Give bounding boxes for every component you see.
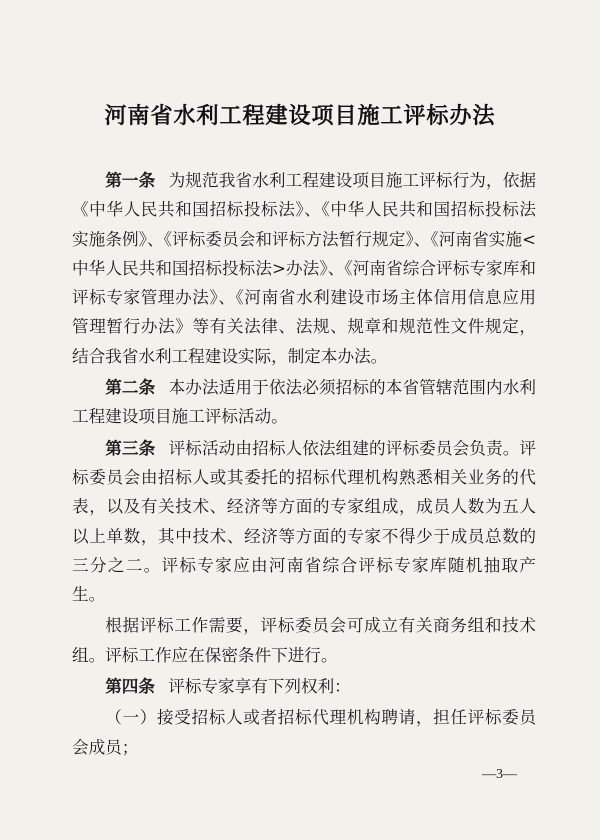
article-4-item-1-text: （一）接受招标人或者招标代理机构聘请，担任评标委员会成员； [72, 708, 536, 757]
article-1-text: 为规范我省水利工程建设项目施工评标行为，依据《中华人民共和国招标投标法》、《中华人民共和国招标投标法实施条例》、《评标委员会和评标方法暂行规定》、《河南省实施<中华人民共和国招标投标法>办法》、《河南省综合评标专家库和评标专家管理办法》、《河南省水利建设市场主体信用信息应用管理暂行办法》等有关法律、法规、规章和规范性文件规定，结合我省水利工程建设实际，制定本办法。 [72, 171, 537, 366]
article-4-item-1-paragraph [72, 703, 536, 762]
article-2-paragraph [72, 373, 536, 432]
article-3-paragraph [72, 434, 536, 610]
article-2-text: 本办法适用于依法必须招标的本省管辖范围内水利工程建设项目施工评标活动。 [72, 378, 537, 427]
article-3-text: 评标活动由招标人依法组建的评标委员会负责。评标委员会由招标人或其委托的招标代理机构熟悉相关业务的代表，以及有关技术、经济等方面的专家组成，成员人数为五人以上单数，其中技术、经济等方面的专家不得少于成员总数的三分之二。评标专家应由河南省综合评标专家库随机抽取产生。 [72, 438, 537, 605]
article-3-number: 第三条 [105, 437, 156, 458]
article-4-number: 第四条 [105, 676, 155, 697]
article-4-paragraph [72, 672, 536, 701]
document-title: 河南省水利工程建设项目施工评标办法 [104, 103, 496, 129]
document-body [72, 166, 536, 764]
article-4-text: 评标专家享有下列权利： [168, 677, 351, 697]
page-number: —3— [482, 767, 517, 782]
article-1-number: 第一条 [105, 170, 156, 190]
article-3-continuation-paragraph [72, 611, 536, 670]
article-2-number: 第二条 [105, 377, 156, 398]
article-3-continuation-text: 根据评标工作需要，评标委员会可成立有关商务组和技术组。评标工作应在保密条件下进行。 [72, 616, 536, 665]
article-1-paragraph [72, 166, 536, 371]
